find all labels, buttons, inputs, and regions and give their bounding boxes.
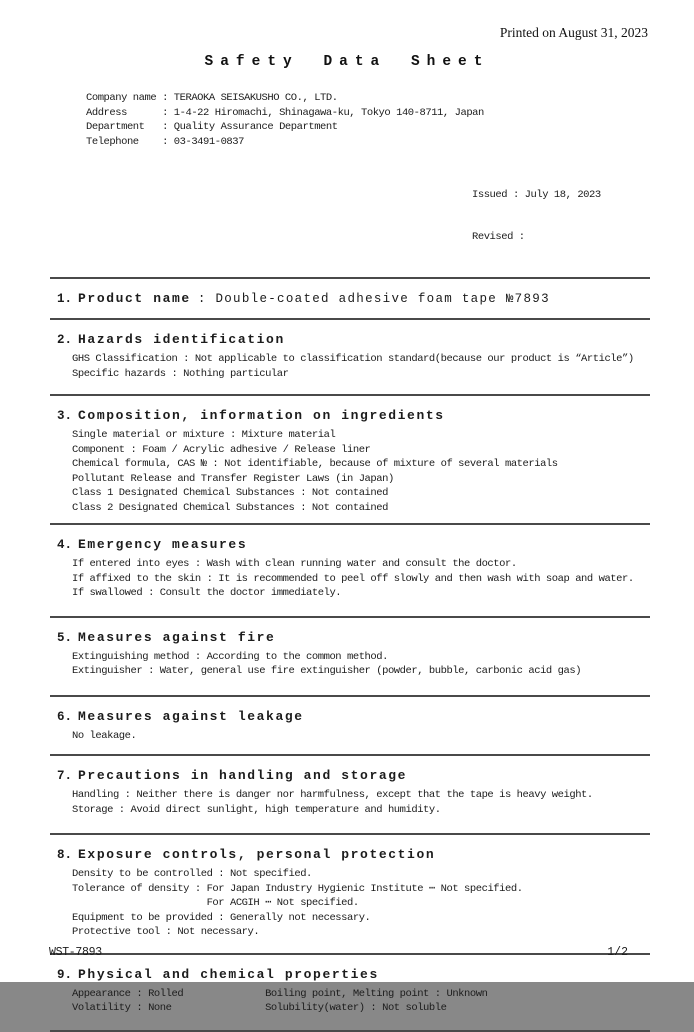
section-heading <box>57 766 650 784</box>
body-line: Address : 1-4-22 Hiromachi, Shinagawa-ku, Tokyo 140-8711, Japan <box>86 106 484 119</box>
body-line: No leakage. <box>72 729 137 742</box>
body-line: Telephone : 03-3491-0837 <box>86 135 244 148</box>
section-heading <box>57 845 650 863</box>
section-number: 2. <box>57 333 73 347</box>
issue-info <box>472 160 694 272</box>
section-number: 1. <box>57 292 73 306</box>
body-line: Equipment to be provided : Generally not necessary. <box>72 911 371 924</box>
section-measures-against-leakage <box>50 697 650 757</box>
body-line: Specific hazards : Nothing particular <box>72 367 289 380</box>
body-line: Tolerance of density : For Japan Industry Hygienic Institute ⋯ Not specified. <box>72 882 523 895</box>
section-body <box>72 352 650 381</box>
section-title: Composition, information on ingredients <box>78 408 445 423</box>
section-body <box>72 428 650 515</box>
section-title: Exposure controls, personal protection <box>78 847 436 862</box>
body-line: Company name : TERAOKA SEISAKUSHO CO., LTD. <box>86 92 338 104</box>
body-line: Chemical formula, CAS № : Not identifiable, because of mixture of several materials <box>72 458 558 470</box>
body-line: Single material or mixture : Mixture material <box>72 429 336 441</box>
section-composition <box>50 396 650 525</box>
body-line: Class 1 Designated Chemical Substances : Not contained <box>72 487 388 499</box>
section-hazards-identification <box>50 320 650 396</box>
section-physical-chemical-properties <box>50 955 650 1032</box>
section-body <box>72 729 650 744</box>
section-body <box>72 788 650 817</box>
body-line: If swallowed : Consult the doctor immediately. <box>72 587 342 599</box>
body-line: Volatility : None Solubility(water) : Not soluble <box>72 1002 447 1014</box>
section-number: 5. <box>57 630 73 645</box>
section-number: 3. <box>57 409 73 423</box>
body-line: Department : Quality Assurance Department <box>86 121 338 133</box>
section-heading <box>57 535 650 553</box>
body-line: If entered into eyes : Wash with clean running water and consult the doctor. <box>72 558 517 570</box>
section-body <box>72 557 650 601</box>
section-number: 7. <box>57 769 73 783</box>
section-number: 9. <box>57 967 73 982</box>
section-title: Physical and chemical properties <box>78 966 379 982</box>
body-line: Extinguisher : Water, general use fire extinguisher (powder, bubble, carbonic acid gas) <box>72 665 582 677</box>
section-body <box>72 867 650 940</box>
body-line: Density to be controlled : Not specified. <box>72 868 312 880</box>
body-line: Protective tool : Not necessary. <box>72 926 260 938</box>
document-title: Safety Data Sheet <box>204 54 490 70</box>
body-line: For ACGIH ⋯ Not specified. <box>72 897 359 909</box>
body-line: Component : Foam / Acrylic adhesive / Release liner <box>72 443 371 456</box>
body-line: GHS Classification : Not applicable to classification standard(because our product is “Article”) <box>72 353 634 365</box>
section-handling-storage <box>50 756 650 835</box>
printed-date: Printed on August 31, 2023 <box>499 25 648 40</box>
section-title: Product name <box>78 291 191 306</box>
product-name-value: : Double-coated adhesive foam tape №7893 <box>197 292 550 306</box>
body-line: If affixed to the skin : It is recommended to peel off slowly and then wash with soap and water. <box>72 572 634 585</box>
section-heading <box>57 330 650 348</box>
body-line: Extinguishing method : According to the common method. <box>72 650 388 663</box>
section-title: Measures against fire <box>78 629 276 645</box>
footer-page-number: 1/2 <box>607 946 628 959</box>
body-line: Pollutant Release and Transfer Register Laws (in Japan) <box>72 472 394 485</box>
footer-document-code: WST-7893 <box>49 946 102 959</box>
section-title: Measures against leakage <box>78 708 304 724</box>
revised-date: Revised : <box>472 231 525 243</box>
section-number: 4. <box>57 538 73 552</box>
section-body <box>72 987 650 1016</box>
company-info <box>86 91 694 149</box>
body-line: Appearance : Rolled Boiling point, Melting point : Unknown <box>72 987 488 1000</box>
section-heading <box>57 965 650 983</box>
issued-date: Issued : July 18, 2023 <box>472 189 601 201</box>
section-exposure-controls <box>50 835 650 955</box>
section-heading <box>57 707 650 725</box>
body-line: Class 2 Designated Chemical Substances : Not contained <box>72 501 388 514</box>
section-body <box>72 650 650 679</box>
section-title: Precautions in handling and storage <box>78 768 408 783</box>
section-heading <box>57 628 650 646</box>
section-product-name <box>50 279 650 320</box>
body-line: Handling : Neither there is danger nor harmfulness, except that the tape is heavy weight. <box>72 789 593 801</box>
body-line: Storage : Avoid direct sunlight, high temperature and humidity. <box>72 803 441 816</box>
section-number: 8. <box>57 848 73 862</box>
section-number: 6. <box>57 709 73 724</box>
section-title: Emergency measures <box>78 537 248 552</box>
section-heading <box>57 406 650 424</box>
section-emergency-measures <box>50 525 650 618</box>
section-measures-against-fire <box>50 618 650 697</box>
section-heading <box>57 289 650 307</box>
section-title: Hazards identification <box>78 332 285 347</box>
